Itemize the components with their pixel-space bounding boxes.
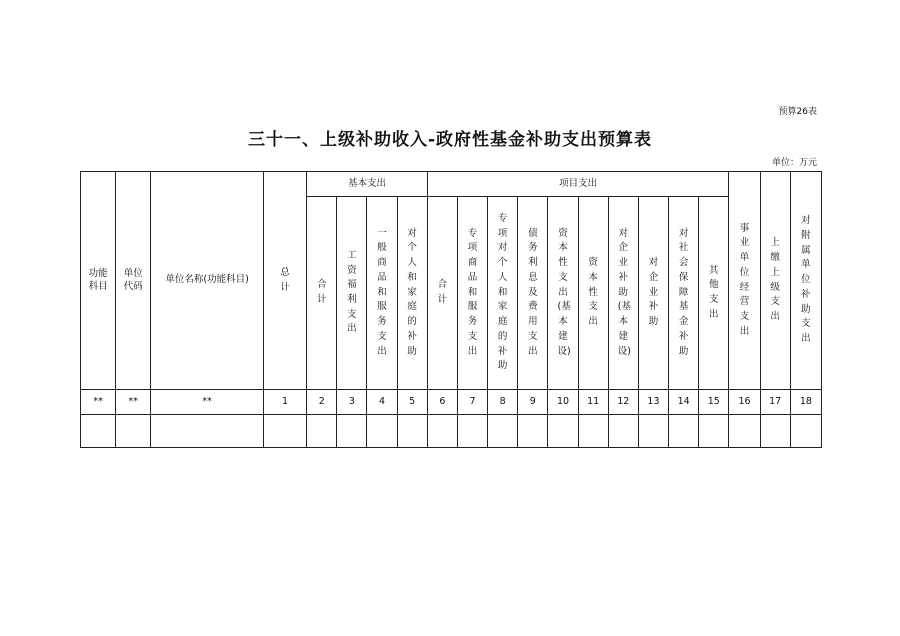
- header-project-6: 资本性支出: [578, 197, 608, 390]
- number-cell: 14: [669, 390, 699, 415]
- header-total: 总计: [263, 172, 306, 390]
- number-cell: 11: [578, 390, 608, 415]
- data-cell[interactable]: [548, 415, 578, 448]
- data-cell[interactable]: [760, 415, 790, 448]
- header-tail-3: 对附属单位补助支出: [790, 172, 821, 390]
- header-tail-1: 事业单位经营支出: [729, 172, 760, 390]
- header-basic-group: 基本支出: [307, 172, 428, 197]
- number-cell: 15: [699, 390, 729, 415]
- number-cell: **: [116, 390, 151, 415]
- number-cell: 3: [337, 390, 367, 415]
- number-cell: 7: [457, 390, 487, 415]
- header-project-2: 专项商品和服务支出: [457, 197, 487, 390]
- unit-label: 单位：万元: [771, 158, 817, 168]
- data-cell[interactable]: [367, 415, 397, 448]
- header-func-subject: 功能科目: [81, 172, 116, 390]
- number-cell: 13: [638, 390, 668, 415]
- number-row: [81, 390, 822, 415]
- number-cell: 2: [307, 390, 337, 415]
- header-project-3: 专项对个人和家庭的补助: [488, 197, 518, 390]
- header-project-4: 债务利息及费用支出: [518, 197, 548, 390]
- header-basic-2: 工资福利支出: [337, 197, 367, 390]
- data-cell[interactable]: [397, 415, 427, 448]
- data-cell[interactable]: [699, 415, 729, 448]
- header-project-group: 项目支出: [427, 172, 729, 197]
- number-cell: 1: [263, 390, 306, 415]
- data-cell[interactable]: [263, 415, 306, 448]
- header-basic-3: 一般商品和服务支出: [367, 197, 397, 390]
- header-project-10: 其他支出: [699, 197, 729, 390]
- header-basic-4: 对个人和家庭的补助: [397, 197, 427, 390]
- number-cell: 10: [548, 390, 578, 415]
- data-cell[interactable]: [457, 415, 487, 448]
- data-cell[interactable]: [608, 415, 638, 448]
- data-row-empty: [81, 415, 822, 448]
- header-tail-2: 上缴上级支出: [760, 172, 790, 390]
- data-cell[interactable]: [518, 415, 548, 448]
- data-cell[interactable]: [790, 415, 821, 448]
- header-unit-name: 单位名称(功能科目): [151, 172, 264, 390]
- number-cell: 8: [488, 390, 518, 415]
- header-project-8: 对企业补助: [638, 197, 668, 390]
- number-cell: 6: [427, 390, 457, 415]
- header-project-5: 资本性支出(基本建设): [548, 197, 578, 390]
- number-cell: 16: [729, 390, 760, 415]
- header-basic-1: 合计: [307, 197, 337, 390]
- number-cell: **: [81, 390, 116, 415]
- page-title: 三十一、上级补助收入-政府性基金补助支出预算表: [247, 130, 653, 150]
- data-cell[interactable]: [427, 415, 457, 448]
- data-cell[interactable]: [638, 415, 668, 448]
- data-cell[interactable]: [337, 415, 367, 448]
- data-cell[interactable]: [578, 415, 608, 448]
- header-project-9: 对社会保障基金补助: [669, 197, 699, 390]
- data-cell[interactable]: [116, 415, 151, 448]
- data-cell[interactable]: [729, 415, 760, 448]
- number-cell: 5: [397, 390, 427, 415]
- number-cell: 17: [760, 390, 790, 415]
- form-number: 预算26表: [778, 107, 817, 117]
- budget-table: [80, 171, 822, 448]
- header-project-7: 对企业补助(基本建设): [608, 197, 638, 390]
- data-cell[interactable]: [488, 415, 518, 448]
- data-cell[interactable]: [151, 415, 264, 448]
- data-cell[interactable]: [307, 415, 337, 448]
- data-cell[interactable]: [669, 415, 699, 448]
- header-project-1: 合计: [427, 197, 457, 390]
- number-cell: **: [151, 390, 264, 415]
- number-cell: 12: [608, 390, 638, 415]
- number-cell: 9: [518, 390, 548, 415]
- data-cell[interactable]: [81, 415, 116, 448]
- number-cell: 18: [790, 390, 821, 415]
- number-cell: 4: [367, 390, 397, 415]
- header-unit-code: 单位代码: [116, 172, 151, 390]
